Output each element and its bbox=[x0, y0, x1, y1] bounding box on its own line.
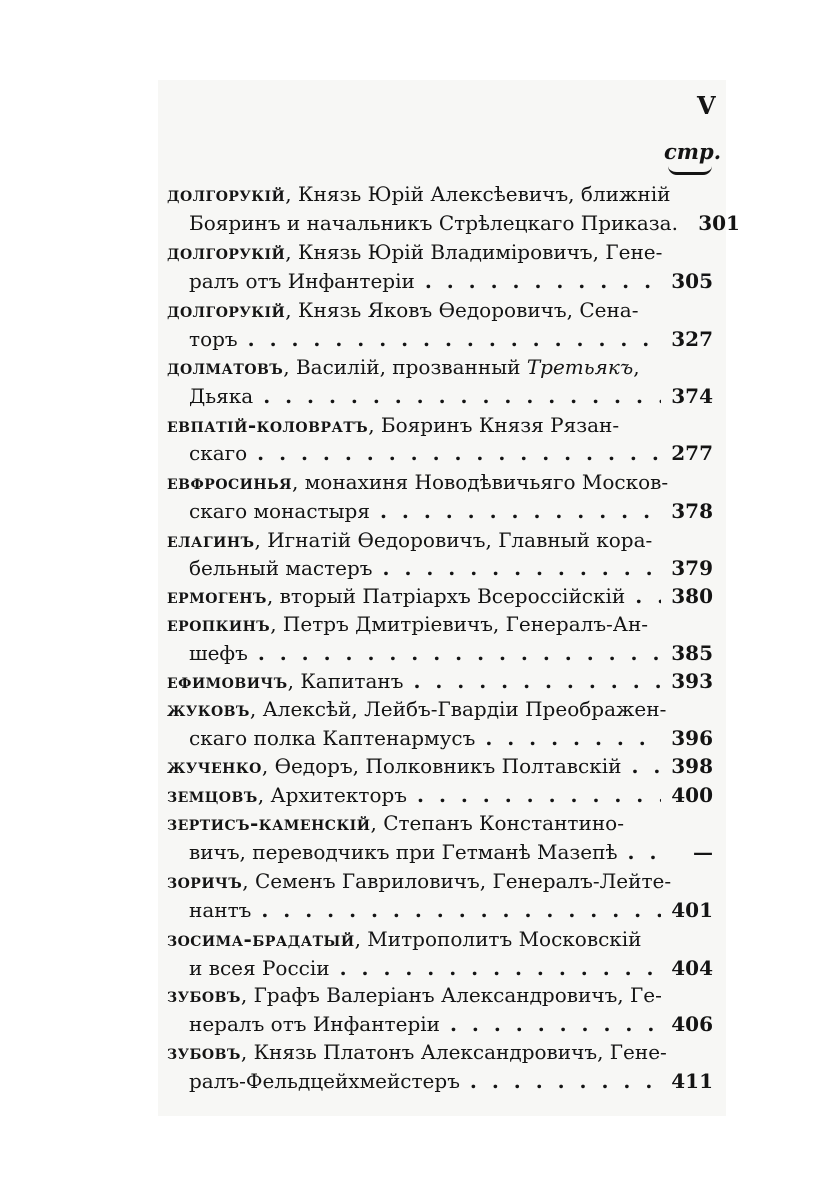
entry-page-number: 398 bbox=[671, 754, 713, 778]
entry-page-number: 401 bbox=[671, 898, 713, 922]
entry-page-number: 301 bbox=[698, 211, 740, 235]
entry-description: Ѳедоръ, Полковникъ Полтавскій bbox=[274, 754, 622, 778]
entry-description: скаго полка Каптенармусъ bbox=[189, 726, 476, 750]
toc-entry-line: евпатій-коловратъ, Бояринъ Князя Рязан- bbox=[167, 413, 620, 437]
entry-description: бельный мастеръ bbox=[189, 556, 373, 580]
entry-description: ралъ-Фельдцейхмейстеръ bbox=[189, 1069, 460, 1093]
entry-description: монахиня Новодѣвичьяго Москов- bbox=[304, 470, 669, 494]
entry-description: Семенъ Гавриловичъ, Генералъ-Лейте- bbox=[254, 869, 672, 893]
entry-name: жуковъ bbox=[167, 697, 250, 721]
entry-description: Князь Юрій Алексѣевичъ, ближній bbox=[298, 182, 671, 206]
toc-entry-line bbox=[167, 324, 713, 354]
entry-nickname: Третьякъ bbox=[526, 355, 634, 379]
toc-entry-line: долгорукій, Князь Юрій Владиміровичъ, Гене- bbox=[167, 240, 663, 264]
entry-name: зосима-брадатый bbox=[167, 927, 355, 951]
entry-name: долгорукій bbox=[167, 240, 286, 264]
toc-entry-line bbox=[167, 1009, 713, 1039]
page-number: V bbox=[697, 91, 716, 120]
entry-page-number: 374 bbox=[671, 384, 713, 408]
entry-page-number: 393 bbox=[671, 669, 713, 693]
toc-entry-line bbox=[167, 638, 713, 668]
entry-description: Дьяка bbox=[189, 384, 254, 408]
leader-dots bbox=[415, 266, 661, 296]
leader-dots bbox=[330, 953, 661, 983]
toc-entry-line: елагинъ, Игнатій Ѳедоровичъ, Главный кора- bbox=[167, 528, 653, 552]
entry-name: ермогенъ bbox=[167, 584, 267, 608]
toc-entry-line bbox=[167, 837, 713, 867]
toc-entry-line: жученко, Ѳедоръ, Полковникъ Полтавскій . . . 398 bbox=[167, 751, 713, 781]
toc-entry-line bbox=[167, 381, 713, 411]
entry-page-number: 379 bbox=[671, 556, 713, 580]
entry-description: Бояринъ Князя Рязан- bbox=[380, 413, 620, 437]
entry-description: Князь Юрій Владиміровичъ, Гене- bbox=[298, 240, 663, 264]
leader-dots bbox=[622, 751, 662, 781]
toc-entry-line bbox=[167, 208, 740, 238]
entry-description: Князь Платонъ Александровичъ, Гене- bbox=[253, 1040, 667, 1064]
entry-page-number: 404 bbox=[671, 956, 713, 980]
entry-page-number: 396 bbox=[671, 726, 713, 750]
entry-page-number: 380 bbox=[671, 584, 713, 608]
toc-entry-line: долгорукій, Князь Юрій Алексѣевичъ, ближній bbox=[167, 182, 671, 206]
toc-entry-line: ермогенъ, вторый Патріархъ Всероссійскій . . . 380 bbox=[167, 581, 713, 611]
entry-page-number: 378 bbox=[671, 499, 713, 523]
toc-entry-line bbox=[167, 1066, 713, 1096]
entry-name: земцовъ bbox=[167, 783, 258, 807]
leader-dots bbox=[373, 553, 661, 583]
toc-entry-line: зубовъ, Графъ Валеріанъ Александровичъ, Ге- bbox=[167, 983, 662, 1007]
entry-description: Архитекторъ bbox=[270, 783, 408, 807]
leader-dots bbox=[403, 666, 661, 696]
entry-page-number: 411 bbox=[671, 1069, 713, 1093]
entry-name: зоричъ bbox=[167, 869, 243, 893]
entry-name: долматовъ bbox=[167, 355, 284, 379]
entry-description: вичъ, переводчикъ при Гетманѣ Мазепѣ bbox=[189, 840, 618, 864]
toc-entry-line: долгорукій, Князь Яковъ Ѳедоровичъ, Сена- bbox=[167, 298, 639, 322]
entry-description: Степанъ Константино- bbox=[383, 811, 624, 835]
entry-name: долгорукій bbox=[167, 182, 286, 206]
leader-dots bbox=[253, 381, 661, 411]
toc-entry-line: евфросинья, монахиня Новодѣвичьяго Москов- bbox=[167, 470, 669, 494]
entry-description: нантъ bbox=[189, 898, 252, 922]
entry-description: Митрополитъ Московскій bbox=[367, 927, 642, 951]
entry-description: скаго bbox=[189, 441, 248, 465]
entry-description: и всея Россіи bbox=[189, 956, 330, 980]
entry-description: шефъ bbox=[189, 641, 248, 665]
toc-entry-line: зоричъ, Семенъ Гавриловичъ, Генералъ-Лейте- bbox=[167, 869, 672, 893]
entry-description: скаго монастыря bbox=[189, 499, 370, 523]
entry-page-number: 385 bbox=[671, 641, 713, 665]
entry-description: Бояринъ и начальникъ Стрѣлецкаго Приказа. bbox=[189, 211, 678, 235]
leader-dots bbox=[248, 638, 661, 668]
entry-name: зубовъ bbox=[167, 1040, 241, 1064]
entry-name: евфросинья bbox=[167, 470, 293, 494]
leader-dots bbox=[370, 496, 661, 526]
toc-entry-line: еропкинъ, Петръ Дмитріевичъ, Генералъ-Ан- bbox=[167, 612, 649, 636]
entry-description: Князь Яковъ Ѳедоровичъ, Сена- bbox=[298, 298, 639, 322]
leader-dots bbox=[625, 581, 661, 611]
toc-entry-line: зосима-брадатый, Митрополитъ Московскій bbox=[167, 927, 642, 951]
toc-entry-line: жуковъ, Алексѣй, Лейбъ-Гвардіи Преображен- bbox=[167, 697, 667, 721]
entry-name: зертисъ-каменскій bbox=[167, 811, 371, 835]
leader-dots bbox=[238, 324, 661, 354]
entry-description: Алексѣй, Лейбъ-Гвардіи Преображен- bbox=[262, 697, 667, 721]
leader-dots bbox=[251, 895, 661, 925]
entry-name: зубовъ bbox=[167, 983, 241, 1007]
entry-page-number: 406 bbox=[671, 1012, 713, 1036]
entry-page-number: — bbox=[693, 840, 713, 864]
entry-name: ефимовичъ bbox=[167, 669, 288, 693]
toc-entry-line: долматовъ, Василій, прозванный Третьякъ, bbox=[167, 355, 640, 379]
leader-dots bbox=[618, 837, 661, 867]
leader-dots bbox=[475, 723, 661, 753]
entry-page-number: 305 bbox=[671, 269, 713, 293]
entry-name: евпатій-коловратъ bbox=[167, 413, 369, 437]
entry-page-number: 400 bbox=[671, 783, 713, 807]
leader-dots bbox=[247, 438, 661, 468]
entry-description: Василій, прозванный bbox=[295, 355, 521, 379]
entry-page-number: 277 bbox=[671, 441, 713, 465]
entry-page-number: 327 bbox=[671, 327, 713, 351]
toc-entry-line: зубовъ, Князь Платонъ Александровичъ, Гене- bbox=[167, 1040, 667, 1064]
header-ornament bbox=[668, 166, 712, 175]
toc-entry-line bbox=[167, 953, 713, 983]
leader-dots bbox=[440, 1009, 661, 1039]
entry-description: вторый Патріархъ Всероссійскій bbox=[279, 584, 626, 608]
entry-name: еропкинъ bbox=[167, 612, 271, 636]
toc-entry-line bbox=[167, 266, 713, 296]
entry-description: Игнатій Ѳедоровичъ, Главный кора- bbox=[267, 528, 653, 552]
entry-description: нералъ отъ Инфантеріи bbox=[189, 1012, 440, 1036]
leader-dots bbox=[407, 780, 661, 810]
entry-description: Петръ Дмитріевичъ, Генералъ-Ан- bbox=[282, 612, 649, 636]
leader-dots bbox=[460, 1066, 661, 1096]
entry-description: торъ bbox=[189, 327, 238, 351]
entry-name: долгорукій bbox=[167, 298, 286, 322]
page-column-header: стр. bbox=[664, 139, 722, 164]
entry-name: жученко bbox=[167, 754, 262, 778]
entry-description: Капитанъ bbox=[300, 669, 404, 693]
toc-entry-line bbox=[167, 496, 713, 526]
toc-entry-line bbox=[167, 723, 713, 753]
entry-name: елагинъ bbox=[167, 528, 255, 552]
toc-entry-line: зертисъ-каменскій, Степанъ Константино- bbox=[167, 811, 624, 835]
toc-entry-line bbox=[167, 895, 713, 925]
toc-entry-line: земцовъ, Архитекторъ . . . 400 bbox=[167, 780, 713, 810]
entry-description: ралъ отъ Инфантеріи bbox=[189, 269, 415, 293]
toc-entry-line bbox=[167, 438, 713, 468]
toc-entry-line: ефимовичъ, Капитанъ . . . 393 bbox=[167, 666, 713, 696]
toc-entry-line bbox=[167, 553, 713, 583]
entry-description: Графъ Валеріанъ Александровичъ, Ге- bbox=[253, 983, 662, 1007]
